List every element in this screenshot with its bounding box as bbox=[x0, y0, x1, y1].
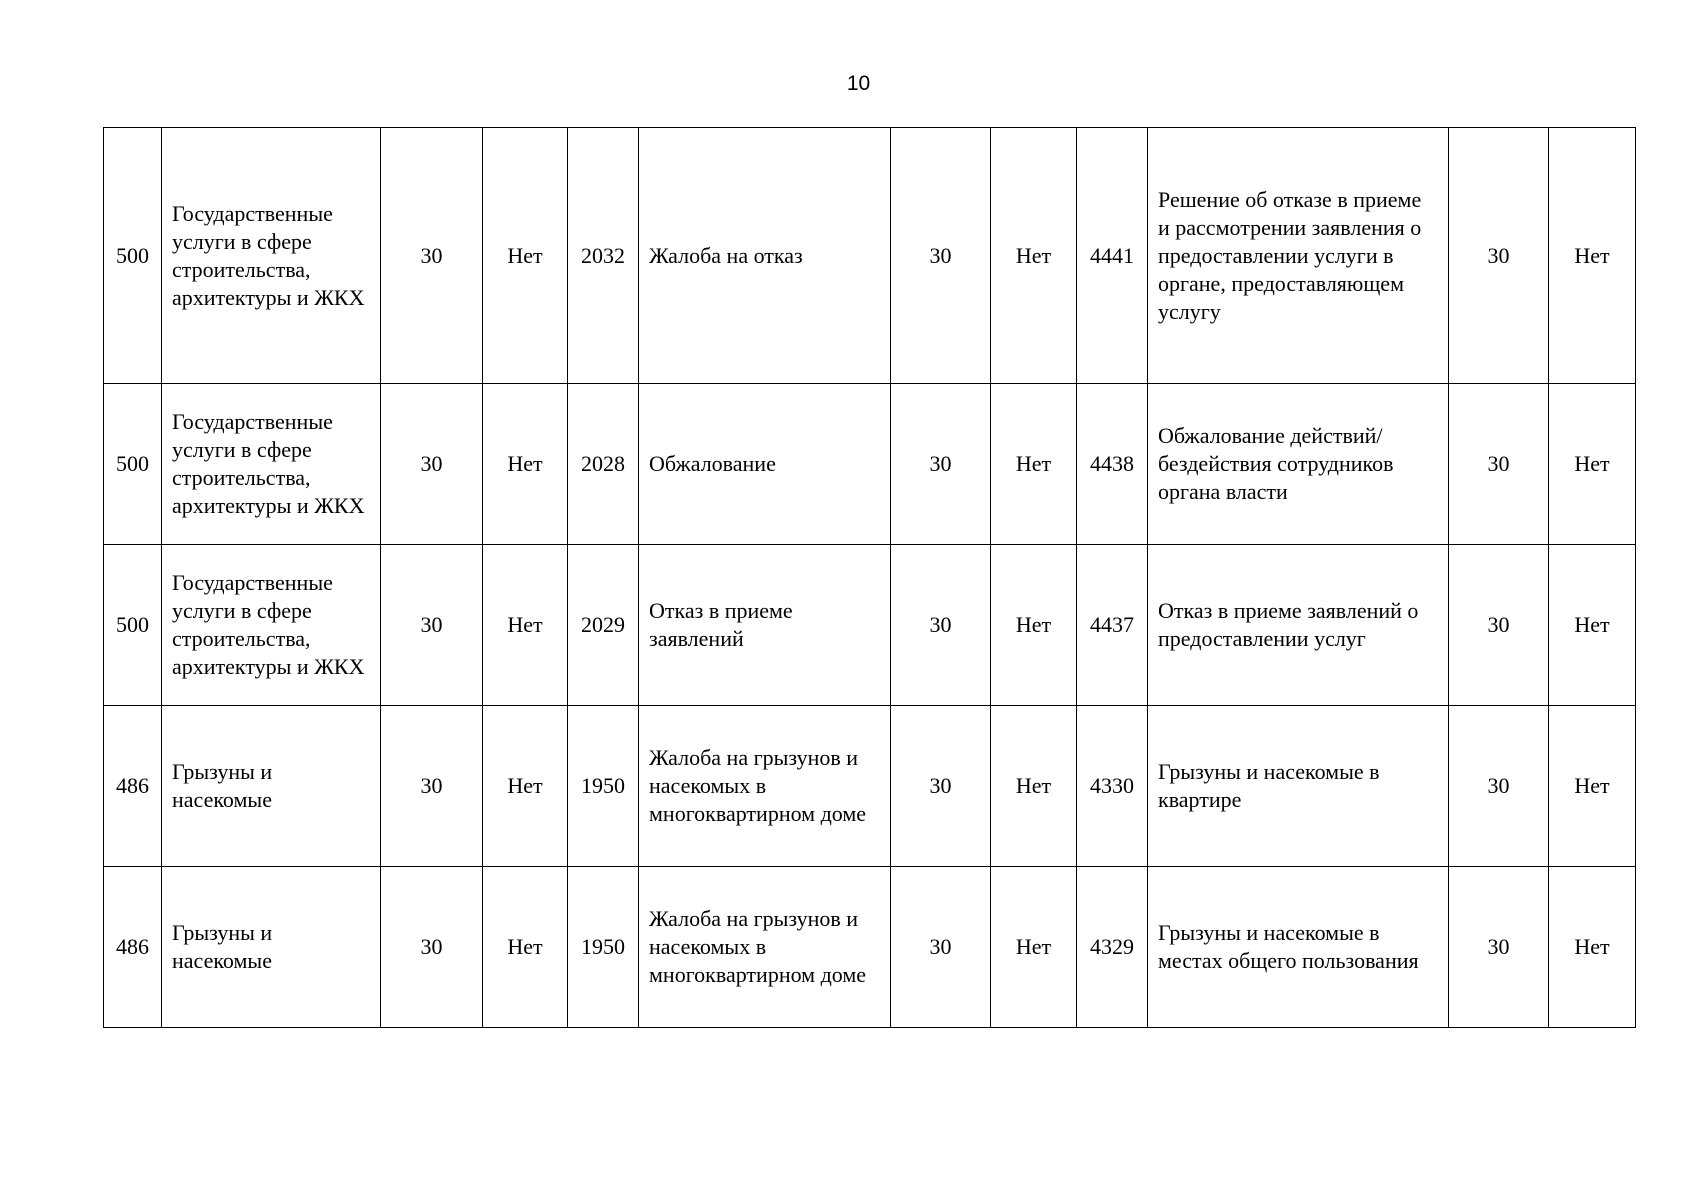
reason-code: 4438 bbox=[1077, 384, 1148, 545]
subcategory-code: 1950 bbox=[568, 706, 639, 867]
category-days: 30 bbox=[381, 706, 483, 867]
subcategory-code: 2028 bbox=[568, 384, 639, 545]
table-row bbox=[104, 384, 1636, 545]
reason-flag: Нет bbox=[1549, 545, 1636, 706]
reason-days: 30 bbox=[1449, 867, 1549, 1028]
subcategory-flag: Нет bbox=[991, 706, 1077, 867]
reason-days: 30 bbox=[1449, 706, 1549, 867]
category-flag: Нет bbox=[483, 384, 568, 545]
services-table bbox=[103, 127, 1636, 1028]
subcategory-name: Обжалование bbox=[639, 384, 891, 545]
page-number: 10 bbox=[846, 72, 871, 95]
category-code: 500 bbox=[104, 384, 162, 545]
subcategory-flag: Нет bbox=[991, 128, 1077, 384]
table-row bbox=[104, 545, 1636, 706]
subcategory-days: 30 bbox=[891, 867, 991, 1028]
category-flag: Нет bbox=[483, 128, 568, 384]
reason-name: Решение об отказе в приеме и рассмотрении заявления о предоставлении услуги в органе, предоставляющем услугу bbox=[1148, 128, 1449, 384]
reason-code: 4437 bbox=[1077, 545, 1148, 706]
subcategory-code: 2032 bbox=[568, 128, 639, 384]
reason-flag: Нет bbox=[1549, 706, 1636, 867]
reason-name: Грызуны и насекомые в квартире bbox=[1148, 706, 1449, 867]
subcategory-code: 1950 bbox=[568, 867, 639, 1028]
table-row bbox=[104, 706, 1636, 867]
reason-flag: Нет bbox=[1549, 384, 1636, 545]
category-name: Государственные услуги в сфере строительства, архитектуры и ЖКХ bbox=[162, 128, 381, 384]
category-flag: Нет bbox=[483, 706, 568, 867]
category-flag: Нет bbox=[483, 545, 568, 706]
reason-days: 30 bbox=[1449, 545, 1549, 706]
subcategory-code: 2029 bbox=[568, 545, 639, 706]
reason-code: 4330 bbox=[1077, 706, 1148, 867]
subcategory-name: Жалоба на грызунов и насекомых в многоквартирном доме bbox=[639, 706, 891, 867]
category-name: Государственные услуги в сфере строительства, архитектуры и ЖКХ bbox=[162, 384, 381, 545]
table-row bbox=[104, 867, 1636, 1028]
subcategory-days: 30 bbox=[891, 545, 991, 706]
category-code: 500 bbox=[104, 128, 162, 384]
subcategory-name: Жалоба на грызунов и насекомых в многоквартирном доме bbox=[639, 867, 891, 1028]
subcategory-name: Жалоба на отказ bbox=[639, 128, 891, 384]
subcategory-flag: Нет bbox=[991, 867, 1077, 1028]
reason-name: Отказ в приеме заявлений о предоставлении услуг bbox=[1148, 545, 1449, 706]
subcategory-days: 30 bbox=[891, 128, 991, 384]
subcategory-days: 30 bbox=[891, 706, 991, 867]
category-code: 486 bbox=[104, 867, 162, 1028]
category-days: 30 bbox=[381, 128, 483, 384]
category-flag: Нет bbox=[483, 867, 568, 1028]
table-row bbox=[104, 128, 1636, 384]
category-name: Грызуны и насекомые bbox=[162, 706, 381, 867]
subcategory-days: 30 bbox=[891, 384, 991, 545]
reason-name: Грызуны и насекомые в местах общего пользования bbox=[1148, 867, 1449, 1028]
subcategory-name: Отказ в приеме заявлений bbox=[639, 545, 891, 706]
category-days: 30 bbox=[381, 867, 483, 1028]
category-days: 30 bbox=[381, 545, 483, 706]
reason-flag: Нет bbox=[1549, 867, 1636, 1028]
reason-code: 4329 bbox=[1077, 867, 1148, 1028]
subcategory-flag: Нет bbox=[991, 545, 1077, 706]
category-name: Государственные услуги в сфере строительства, архитектуры и ЖКХ bbox=[162, 545, 381, 706]
reason-code: 4441 bbox=[1077, 128, 1148, 384]
category-name: Грызуны и насекомые bbox=[162, 867, 381, 1028]
reason-days: 30 bbox=[1449, 384, 1549, 545]
category-code: 486 bbox=[104, 706, 162, 867]
category-code: 500 bbox=[104, 545, 162, 706]
reason-name: Обжалование действий/бездействия сотрудников органа власти bbox=[1148, 384, 1449, 545]
reason-days: 30 bbox=[1449, 128, 1549, 384]
subcategory-flag: Нет bbox=[991, 384, 1077, 545]
reason-flag: Нет bbox=[1549, 128, 1636, 384]
category-days: 30 bbox=[381, 384, 483, 545]
